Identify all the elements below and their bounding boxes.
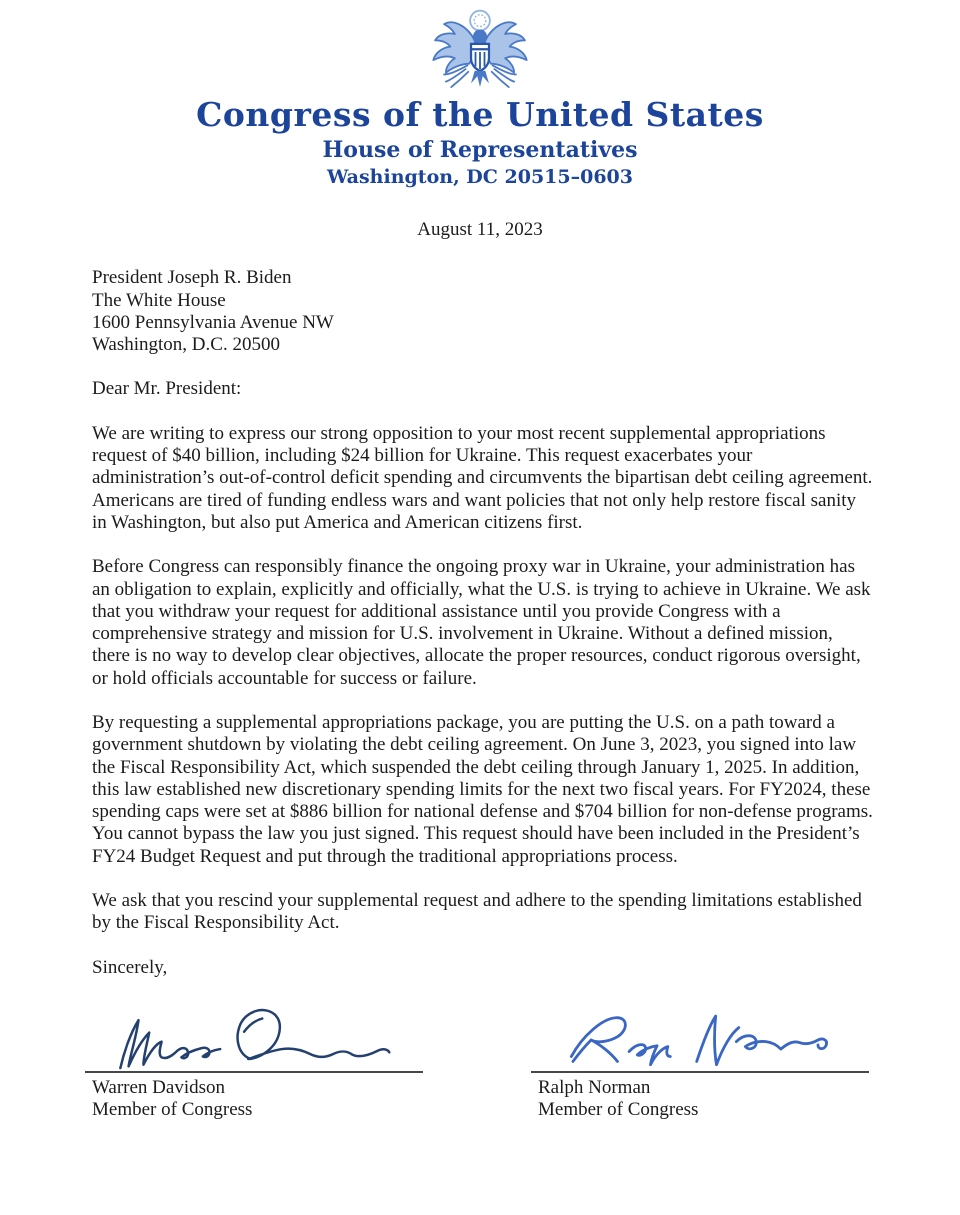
signature-line [85,1071,423,1073]
paragraph-3: By requesting a supplemental appropriations package, you are putting the U.S. on a path toward a government shutdown by violating the debt ceiling agreement. On June 3, 2023, you signed into law the Fiscal Responsibility Act, which suspended the debt ceiling through January 1, 2025. In addition, this law established new discretionary spending limits for the next two fiscal years. For FY2024, these spending caps were set at $886 billion for national defense and $704 billion for non-defense programs. You cannot bypass the law you just signed. This request should have been included in the President’s FY24 Budget Request and put through the traditional appropriations process. [92,711,873,867]
letter-body [0,267,960,1121]
letterhead-address: Washington, DC 20515–0603 [326,166,633,189]
signature-block [85,1007,873,1122]
ralph-norman-signature-icon [531,1007,869,1073]
letterhead [0,0,960,188]
paragraph-4: We ask that you rescind your supplemental request and adhere to the spending limitations established by the Fiscal Responsibility Act. [92,890,862,934]
signer-title: Member of Congress [538,1099,699,1121]
recipient-line: President Joseph R. Biden [92,267,292,289]
signer-name: Warren Davidson [92,1076,226,1098]
signature-ralph-norman [531,1007,869,1122]
signature-warren-davidson [85,1007,423,1122]
congress-seal-icon [0,8,960,96]
recipient-address-block [92,267,873,356]
recipient-line: The White House [92,289,226,311]
letterhead-org-title: Congress of the United States [196,95,764,134]
letterhead-chamber: House of Representatives [322,136,638,163]
letter-date: August 11, 2023 [417,219,543,241]
warren-davidson-signature-icon [85,1007,423,1073]
signer-name: Ralph Norman [538,1076,651,1098]
recipient-line: Washington, D.C. 20500 [92,334,280,356]
closing-salutation: Sincerely, [92,956,168,978]
salutation: Dear Mr. President: [92,378,242,400]
signer-title: Member of Congress [92,1099,253,1121]
paragraph-1: We are writing to express our strong opposition to your most recent supplemental appropriations request of $40 billion, including $24 billion for Ukraine. This request exacerbates your administration’s out-of-control deficit spending and circumvents the bipartisan debt ceiling agreement. Americans are tired of funding endless wars and want policies that not only help restore fiscal sanity in Washington, but also put America and American citizens first. [92,422,873,533]
signature-line [531,1071,869,1073]
paragraph-2: Before Congress can responsibly finance the ongoing proxy war in Ukraine, your administration has an obligation to explain, explicitly and officially, what the U.S. is trying to achieve in Ukraine. We ask that you withdraw your request for additional assistance until you provide Congress with a comprehensive strategy and mission for U.S. involvement in Ukraine. Without a defined mission, there is no way to develop clear objectives, allocate the proper resources, conduct rigorous oversight, or hold officials accountable for success or failure. [92,556,871,689]
recipient-line: 1600 Pennsylvania Avenue NW [92,311,334,333]
